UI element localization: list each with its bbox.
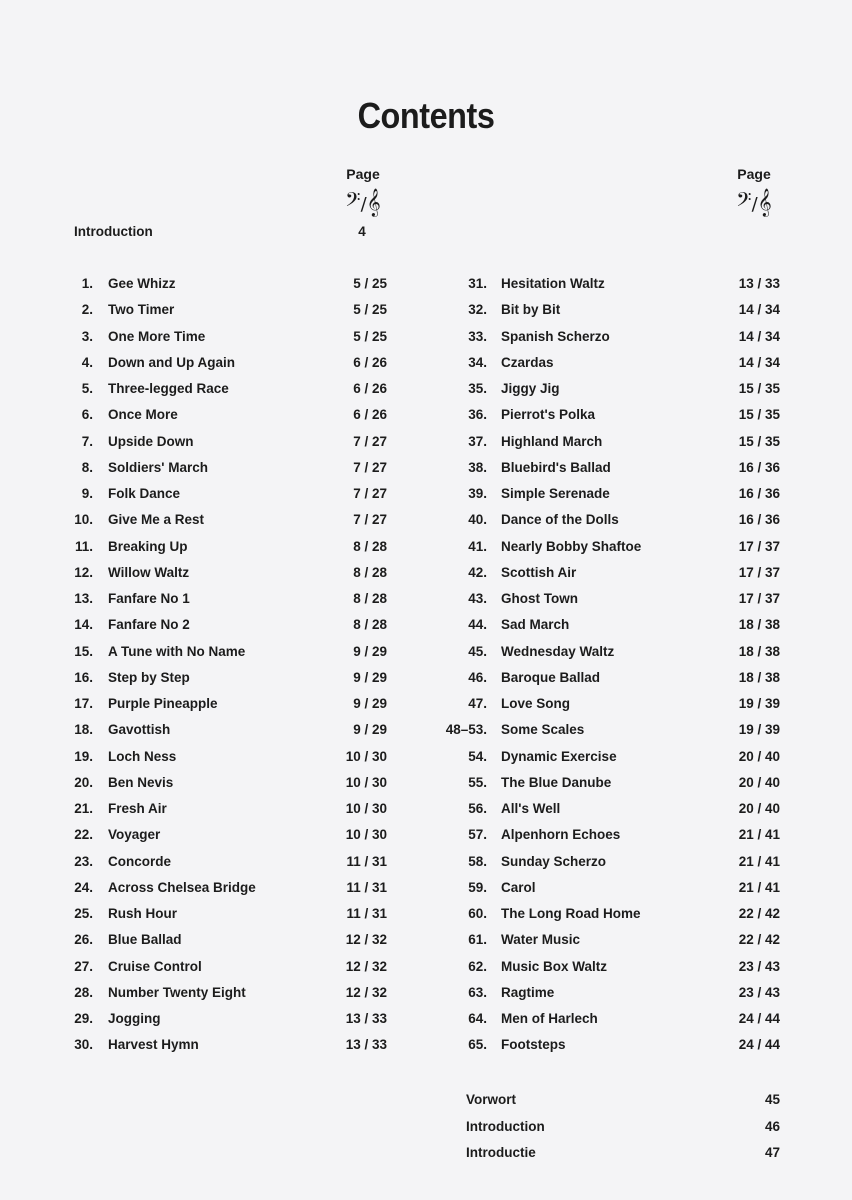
item-title: Scottish Air: [501, 564, 577, 580]
item-page: 14 / 34: [738, 302, 780, 318]
contents-row: [0, 959, 852, 981]
item-page: 7 / 27: [353, 459, 387, 475]
item-number: 45.: [468, 643, 487, 659]
item-page: 10 / 30: [345, 748, 387, 764]
item-page: 5 / 25: [353, 276, 387, 291]
item-page: 8 / 28: [353, 617, 387, 633]
contents-row: [0, 670, 852, 692]
item-number: 36.: [468, 407, 487, 423]
item-page: 13 / 33: [738, 276, 780, 291]
item-title: Jogging: [108, 1011, 161, 1026]
item-number: 1.: [81, 276, 93, 291]
item-number: 48–53.: [445, 722, 487, 738]
contents-row: [0, 329, 852, 351]
item-number: 13.: [74, 591, 93, 606]
item-title: Folk Dance: [108, 486, 181, 501]
item-title: Hesitation Waltz: [501, 276, 605, 291]
item-page: 20 / 40: [738, 748, 780, 764]
item-page: 15 / 35: [738, 381, 780, 396]
contents-row: [0, 749, 852, 771]
item-title: Concorde: [108, 853, 172, 869]
item-page: 24 / 44: [738, 1037, 780, 1053]
item-title: One More Time: [108, 328, 206, 344]
contents-row: [0, 827, 852, 849]
item-page: 22 / 42: [738, 932, 780, 948]
item-number: 47.: [468, 696, 487, 711]
item-page: 17 / 37: [738, 538, 780, 554]
item-title: Soldiers' March: [108, 459, 208, 475]
contents-row: [0, 880, 852, 902]
item-page: 12 / 32: [345, 984, 387, 1000]
item-number: 46.: [468, 669, 487, 685]
contents-row: [0, 644, 852, 666]
item-number: 19.: [74, 748, 93, 764]
contents-row: [0, 434, 852, 456]
contents-row: [0, 565, 852, 587]
item-title: Water Music: [501, 932, 581, 948]
item-number: 21.: [74, 801, 93, 816]
item-number: 32.: [468, 302, 487, 318]
item-page: 9 / 29: [353, 722, 387, 738]
item-number: 2.: [81, 302, 93, 318]
item-title: Sunday Scherzo: [501, 853, 607, 869]
contents-row: [0, 906, 852, 928]
item-title: Rush Hour: [108, 906, 177, 921]
item-title: Bit by Bit: [501, 302, 561, 318]
item-number: 18.: [74, 722, 93, 738]
item-number: 33.: [468, 328, 487, 344]
item-page: 16 / 36: [738, 459, 780, 475]
page-title: Contents: [357, 95, 495, 136]
item-number: 20.: [74, 774, 93, 790]
item-number: 61.: [468, 932, 487, 948]
clef-separator: /: [360, 194, 367, 215]
item-title: Once More: [108, 407, 178, 423]
item-page: 17 / 37: [738, 591, 780, 606]
treble-clef-icon: 𝄞: [757, 188, 772, 216]
item-number: 12.: [74, 564, 93, 580]
item-title: Ragtime: [501, 984, 555, 1000]
item-page: 15 / 35: [738, 407, 780, 423]
item-title: Baroque Ballad: [501, 669, 601, 685]
item-title: Fanfare No 1: [108, 591, 190, 606]
item-number: 64.: [468, 1011, 487, 1026]
item-page: 23 / 43: [738, 984, 780, 1000]
item-title: The Blue Danube: [501, 774, 612, 790]
item-page: 9 / 29: [353, 696, 387, 711]
appendix-page: 46: [764, 1118, 780, 1134]
item-title: Number Twenty Eight: [108, 984, 246, 1000]
item-number: 6.: [81, 407, 93, 423]
item-number: 38.: [468, 459, 487, 475]
item-number: 58.: [468, 853, 487, 869]
item-page: 16 / 36: [738, 512, 780, 528]
item-title: Jiggy Jig: [501, 381, 560, 396]
contents-row: [0, 932, 852, 954]
item-title: Pierrot's Polka: [501, 407, 595, 423]
item-title: Fanfare No 2: [108, 617, 190, 633]
item-page: 15 / 35: [738, 433, 780, 449]
item-number: 57.: [468, 827, 487, 843]
item-page: 8 / 28: [353, 564, 387, 580]
contents-row: [0, 460, 852, 482]
item-title: Harvest Hymn: [108, 1037, 199, 1053]
item-title: Nearly Bobby Shaftoe: [501, 538, 642, 554]
item-title: Music Box Waltz: [501, 958, 608, 974]
item-page: 18 / 38: [738, 643, 780, 659]
item-page: 11 / 31: [346, 879, 387, 895]
item-number: 7.: [81, 433, 93, 449]
item-page: 11 / 31: [346, 906, 387, 921]
item-number: 55.: [468, 774, 487, 790]
contents-row: [0, 539, 852, 561]
item-number: 27.: [74, 958, 93, 974]
item-page: 14 / 34: [738, 354, 780, 370]
item-number: 54.: [468, 748, 487, 764]
item-page: 18 / 38: [738, 617, 780, 633]
item-number: 16.: [74, 669, 93, 685]
item-number: 8.: [81, 459, 93, 475]
bass-clef-icon: 𝄢: [345, 188, 361, 216]
appendix-label: Vorwort: [466, 1092, 516, 1107]
item-number: 56.: [468, 801, 487, 816]
item-title: Step by Step: [108, 669, 190, 685]
item-page: 9 / 29: [353, 669, 387, 685]
contents-row: [0, 722, 852, 744]
item-number: 34.: [468, 354, 487, 370]
item-title: The Long Road Home: [501, 906, 641, 921]
item-page: 21 / 41: [738, 827, 780, 843]
item-number: 15.: [74, 643, 93, 659]
item-page: 5 / 25: [353, 302, 387, 318]
contents-row: [0, 1037, 852, 1059]
item-number: 10.: [74, 512, 93, 528]
item-number: 11.: [74, 538, 93, 554]
item-page: 9 / 29: [353, 643, 387, 659]
item-title: Willow Waltz: [108, 564, 190, 580]
item-number: 59.: [468, 879, 487, 895]
item-page: 18 / 38: [738, 669, 780, 685]
contents-row: [0, 381, 852, 403]
contents-row: [0, 302, 852, 324]
item-number: 22.: [74, 827, 93, 843]
item-page: 12 / 32: [345, 958, 387, 974]
item-number: 4.: [81, 354, 93, 370]
introduction-label: Introduction: [74, 224, 153, 239]
item-number: 28.: [74, 984, 93, 1000]
item-title: Spanish Scherzo: [501, 328, 610, 344]
item-title: Carol: [501, 879, 536, 895]
item-title: Alpenhorn Echoes: [501, 827, 621, 843]
item-page: 19 / 39: [738, 696, 780, 711]
appendix-label: Introduction: [466, 1118, 545, 1134]
item-title: Down and Up Again: [108, 354, 235, 370]
page-column-header-left: Page: [346, 166, 380, 182]
page-column-header-right: Page: [737, 166, 771, 182]
item-number: 40.: [468, 512, 487, 528]
item-title: Fresh Air: [108, 801, 167, 816]
item-title: Give Me a Rest: [108, 512, 205, 528]
clef-symbols-left: [328, 189, 398, 218]
item-page: 6 / 26: [353, 381, 387, 396]
clef-separator: /: [751, 194, 758, 215]
item-title: Purple Pineapple: [108, 696, 218, 711]
contents-row: [0, 486, 852, 508]
item-title: Loch Ness: [108, 748, 177, 764]
item-title: Love Song: [501, 696, 571, 711]
item-title: Sad March: [501, 617, 570, 633]
item-title: Simple Serenade: [501, 486, 610, 501]
item-page: 19 / 39: [738, 722, 780, 738]
item-title: Upside Down: [108, 433, 194, 449]
item-number: 63.: [468, 984, 487, 1000]
item-page: 7 / 27: [353, 486, 387, 501]
item-page: 7 / 27: [353, 433, 387, 449]
item-title: Breaking Up: [108, 538, 188, 554]
item-page: 5 / 25: [353, 328, 387, 344]
item-title: Bluebird's Ballad: [501, 459, 611, 475]
item-number: 65.: [468, 1037, 487, 1053]
item-page: 11 / 31: [346, 853, 387, 869]
item-number: 23.: [74, 853, 93, 869]
bass-clef-icon: 𝄢: [736, 188, 752, 216]
treble-clef-icon: 𝄞: [366, 188, 381, 216]
item-title: Two Timer: [108, 302, 175, 318]
contents-row: [0, 512, 852, 534]
item-page: 20 / 40: [738, 801, 780, 816]
item-page: 10 / 30: [345, 827, 387, 843]
item-page: 7 / 27: [353, 512, 387, 528]
item-number: 60.: [468, 906, 487, 921]
item-page: 10 / 30: [345, 801, 387, 816]
item-title: Blue Ballad: [108, 932, 182, 948]
clef-symbols-right: [719, 189, 789, 218]
contents-row: [0, 617, 852, 639]
item-number: 37.: [468, 433, 487, 449]
item-number: 25.: [74, 906, 93, 921]
item-title: Ghost Town: [501, 591, 578, 606]
item-page: 13 / 33: [345, 1037, 387, 1053]
item-number: 39.: [468, 486, 487, 501]
item-number: 62.: [468, 958, 487, 974]
item-page: 12 / 32: [345, 932, 387, 948]
item-number: 24.: [74, 879, 93, 895]
item-number: 43.: [468, 591, 487, 606]
appendix-page: 45: [764, 1092, 780, 1107]
contents-row: [0, 696, 852, 718]
item-page: 6 / 26: [353, 407, 387, 423]
item-title: Men of Harlech: [501, 1011, 598, 1026]
item-number: 30.: [74, 1037, 93, 1053]
item-number: 35.: [468, 381, 487, 396]
item-page: 23 / 43: [738, 958, 780, 974]
item-page: 17 / 37: [738, 564, 780, 580]
item-page: 13 / 33: [345, 1011, 387, 1026]
item-title: Highland March: [501, 433, 603, 449]
item-page: 20 / 40: [738, 774, 780, 790]
contents-row: [0, 1011, 852, 1033]
item-title: Footsteps: [501, 1037, 566, 1053]
item-page: 21 / 41: [738, 879, 780, 895]
item-title: Across Chelsea Bridge: [108, 879, 256, 895]
item-number: 5.: [81, 381, 93, 396]
item-page: 8 / 28: [353, 591, 387, 606]
item-title: A Tune with No Name: [108, 643, 246, 659]
contents-row: [0, 775, 852, 797]
item-page: 8 / 28: [353, 538, 387, 554]
item-page: 6 / 26: [353, 354, 387, 370]
item-page: 10 / 30: [345, 774, 387, 790]
item-number: 44.: [468, 617, 487, 633]
contents-row: [0, 801, 852, 823]
item-number: 41.: [468, 538, 487, 554]
item-page: 24 / 44: [738, 1011, 780, 1026]
item-page: 16 / 36: [738, 486, 780, 501]
item-page: 22 / 42: [738, 906, 780, 921]
item-number: 26.: [74, 932, 93, 948]
contents-row: [0, 854, 852, 876]
contents-row: [0, 276, 852, 298]
contents-row: [0, 591, 852, 613]
contents-row: [0, 355, 852, 377]
item-title: Cruise Control: [108, 958, 202, 974]
appendix-page: 47: [764, 1145, 780, 1160]
item-number: 29.: [74, 1011, 93, 1026]
item-number: 42.: [468, 564, 487, 580]
item-title: Voyager: [108, 827, 161, 843]
item-number: 9.: [81, 486, 93, 501]
item-title: Wednesday Waltz: [501, 643, 615, 659]
item-title: Three-legged Race: [108, 381, 229, 396]
contents-row: [0, 407, 852, 429]
item-page: 21 / 41: [738, 853, 780, 869]
item-title: Gee Whizz: [108, 276, 176, 291]
item-number: 31.: [468, 276, 487, 291]
item-number: 14.: [74, 617, 93, 633]
item-title: Dance of the Dolls: [501, 512, 619, 528]
item-title: Ben Nevis: [108, 774, 174, 790]
item-title: Some Scales: [501, 722, 585, 738]
item-title: Dynamic Exercise: [501, 748, 617, 764]
item-title: Czardas: [501, 354, 554, 370]
item-number: 3.: [81, 328, 93, 344]
introduction-page: 4: [358, 224, 366, 239]
item-title: Gavottish: [108, 722, 171, 738]
appendix-label: Introductie: [466, 1145, 536, 1160]
item-number: 17.: [74, 696, 93, 711]
item-page: 14 / 34: [738, 328, 780, 344]
contents-row: [0, 985, 852, 1007]
item-title: All's Well: [501, 801, 561, 816]
